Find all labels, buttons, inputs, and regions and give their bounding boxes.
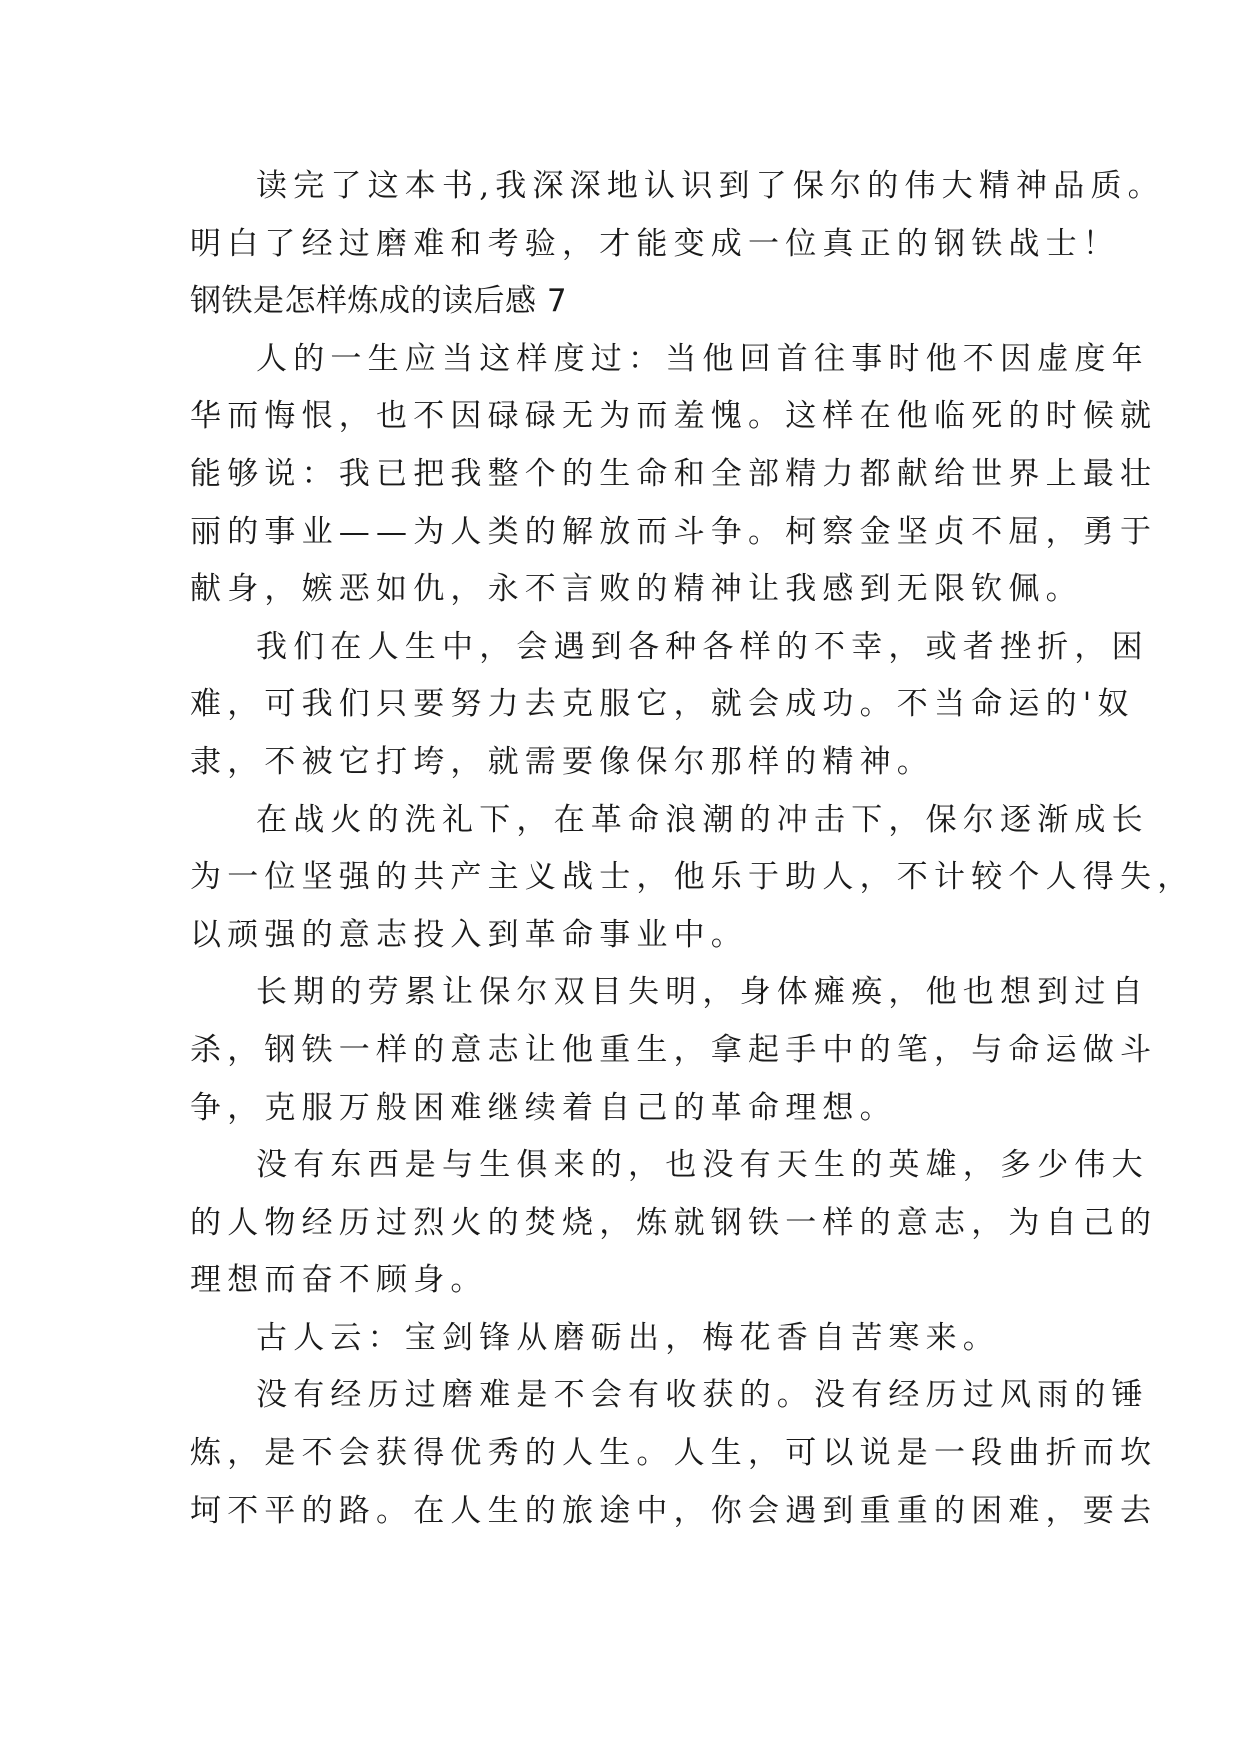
paragraph-line: 以顽强的意志投入到革命事业中。: [190, 916, 748, 953]
paragraph-line: 在战火的洗礼下，在革命浪潮的冲击下，保尔逐渐成长: [256, 801, 1149, 838]
paragraph-line: 古人云：宝剑锋从磨砺出，梅花香自苦寒来。: [256, 1319, 1000, 1356]
paragraph-line: 没有东西是与生俱来的，也没有天生的英雄，多少伟大: [256, 1147, 1149, 1184]
paragraph-line: 明白了经过磨难和考验，才能变成一位真正的钢铁战士！: [190, 225, 1120, 262]
paragraph-line: 理想而奋不顾身。: [190, 1262, 488, 1299]
paragraph-line: 能够说：我已把我整个的生命和全部精力都献给世界上最壮: [190, 455, 1158, 492]
paragraph-line: 华而悔恨，也不因碌碌无为而羞愧。这样在他临死的时候就: [190, 398, 1158, 435]
paragraph-line: 炼，是不会获得优秀的人生。人生，可以说是一段曲折而坎: [190, 1435, 1158, 1472]
paragraph-line: 难，可我们只要努力去克服它，就会成功。不当命运的'奴: [190, 686, 1135, 723]
paragraph-line: 人的一生应当这样度过：当他回首往事时他不因虚度年: [256, 340, 1149, 377]
paragraph-line: 为一位坚强的共产主义战士，他乐于助人，不计较个人得失，: [190, 859, 1195, 896]
paragraph-line: 长期的劳累让保尔双目失明，身体瘫痪，他也想到过自: [256, 974, 1149, 1011]
paragraph-line: 争，克服万般困难继续着自己的革命理想。: [190, 1089, 897, 1126]
paragraph-line: 读完了这本书,我深深地认识到了保尔的伟大精神品质。: [256, 168, 1165, 204]
paragraph-line: 隶，不被它打垮，就需要像保尔那样的精神。: [190, 743, 934, 780]
paragraph-line: 杀，钢铁一样的意志让他重生，拿起手中的笔，与命运做斗: [190, 1031, 1158, 1068]
paragraph-line: 我们在人生中，会遇到各种各样的不幸，或者挫折，困: [256, 628, 1149, 665]
section-heading: 钢铁是怎样炼成的读后感 7: [190, 283, 568, 320]
paragraph-line: 没有经历过磨难是不会有收获的。没有经历过风雨的锤: [256, 1377, 1149, 1414]
paragraph-line: 坷不平的路。在人生的旅途中，你会遇到重重的困难，要去: [190, 1492, 1158, 1529]
paragraph-line: 献身，嫉恶如仇，永不言败的精神让我感到无限钦佩。: [190, 571, 1083, 608]
document-body: [190, 158, 1195, 1540]
paragraph-line: 的人物经历过烈火的焚烧，炼就钢铁一样的意志，为自己的: [190, 1204, 1158, 1241]
paragraph-line: 丽的事业——为人类的解放而斗争。柯察金坚贞不屈，勇于: [190, 513, 1158, 550]
